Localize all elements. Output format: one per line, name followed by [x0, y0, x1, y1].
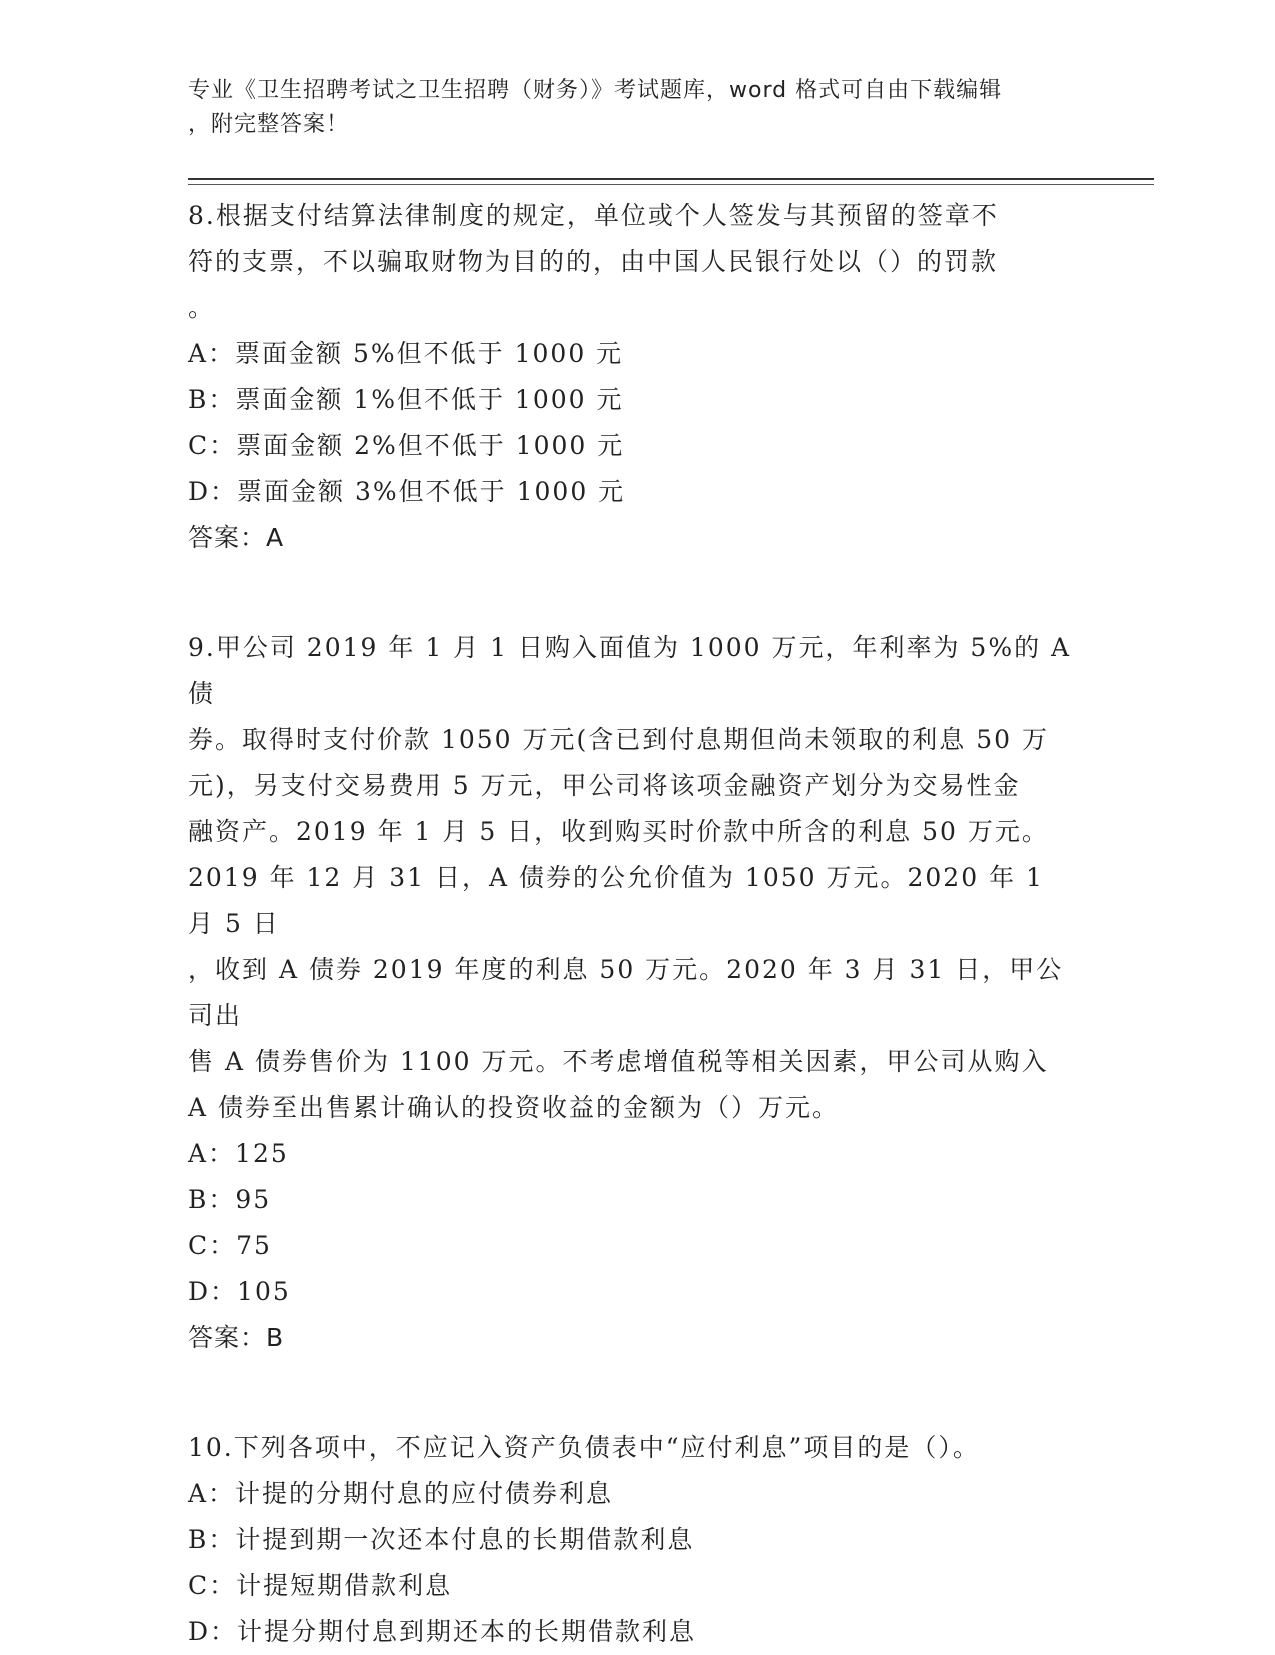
question-stem-line: 9.甲公司 2019 年 1 月 1 日购入面值为 1000 万元，年利率为 5%的 A 债 [188, 633, 1072, 708]
option-d: D：105 [188, 1277, 291, 1306]
question-stem-line: ，收到 A 债券 2019 年度的利息 50 万元。2020 年 3 月 31 日，甲公司出 [188, 955, 1064, 1030]
option-b: B：票面金额 1%但不低于 1000 元 [188, 385, 624, 414]
question-stem-line: 10.下列各项中，不应记入资产负债表中“应付利息”项目的是（）。 [188, 1433, 980, 1462]
header-line-2: ，附完整答案！ [188, 112, 350, 137]
answer-line: 答案：A [188, 523, 285, 552]
question-stem-line: 符的支票，不以骗取财物为目的的，由中国人民银行处以（）的罚款 [188, 247, 999, 276]
question-stem-line: 券。取得时支付价款 1050 万元(含已到付息期但尚未领取的利息 50 万 [188, 725, 1049, 754]
option-b: B：计提到期一次还本付息的长期借款利息 [188, 1525, 695, 1554]
question-gap [188, 1361, 1078, 1425]
option-c: C：计提短期借款利息 [188, 1571, 453, 1600]
option-b: B：95 [188, 1185, 272, 1214]
question-10 [188, 1425, 1078, 1655]
answer-line: 答案：B [188, 1323, 285, 1352]
question-stem-line: 2019 年 12 月 31 日，A 债券的公允价值为 1050 万元。2020 年 1 月 5 日 [188, 863, 1044, 938]
option-d: D：计提分期付息到期还本的长期借款利息 [188, 1617, 697, 1646]
document-header [188, 74, 1068, 142]
option-c: C：票面金额 2%但不低于 1000 元 [188, 431, 625, 460]
option-c: C：75 [188, 1231, 272, 1260]
question-stem-line: A 债券至出售累计确认的投资收益的金额为（）万元。 [188, 1093, 840, 1122]
question-stem-line: 元)，另支付交易费用 5 万元，甲公司将该项金融资产划分为交易性金 [188, 771, 1021, 800]
option-d: D：票面金额 3%但不低于 1000 元 [188, 477, 626, 506]
question-stem-line: 售 A 债券售价为 1100 万元。不考虑增值税等相关因素，甲公司从购入 [188, 1047, 1049, 1076]
question-list [188, 193, 1078, 1655]
header-divider-thin [188, 184, 1154, 185]
option-a: A：票面金额 5%但不低于 1000 元 [188, 339, 624, 368]
header-divider-thick [188, 178, 1154, 180]
question-stem-line: 。 [188, 293, 216, 322]
option-a: A：计提的分期付息的应付债券利息 [188, 1479, 614, 1508]
question-stem-line: 融资产。2019 年 1 月 5 日，收到购买时价款中所含的利息 50 万元。 [188, 817, 1049, 846]
header-line-1: 专业《卫生招聘考试之卫生招聘（财务）》考试题库，word 格式可自由下载编辑 [188, 78, 1003, 103]
question-gap [188, 561, 1078, 625]
question-9 [188, 625, 1078, 1361]
option-a: A：125 [188, 1139, 289, 1168]
question-8 [188, 193, 1078, 561]
question-stem-line: 8.根据支付结算法律制度的规定，单位或个人签发与其预留的签章不 [188, 201, 999, 230]
